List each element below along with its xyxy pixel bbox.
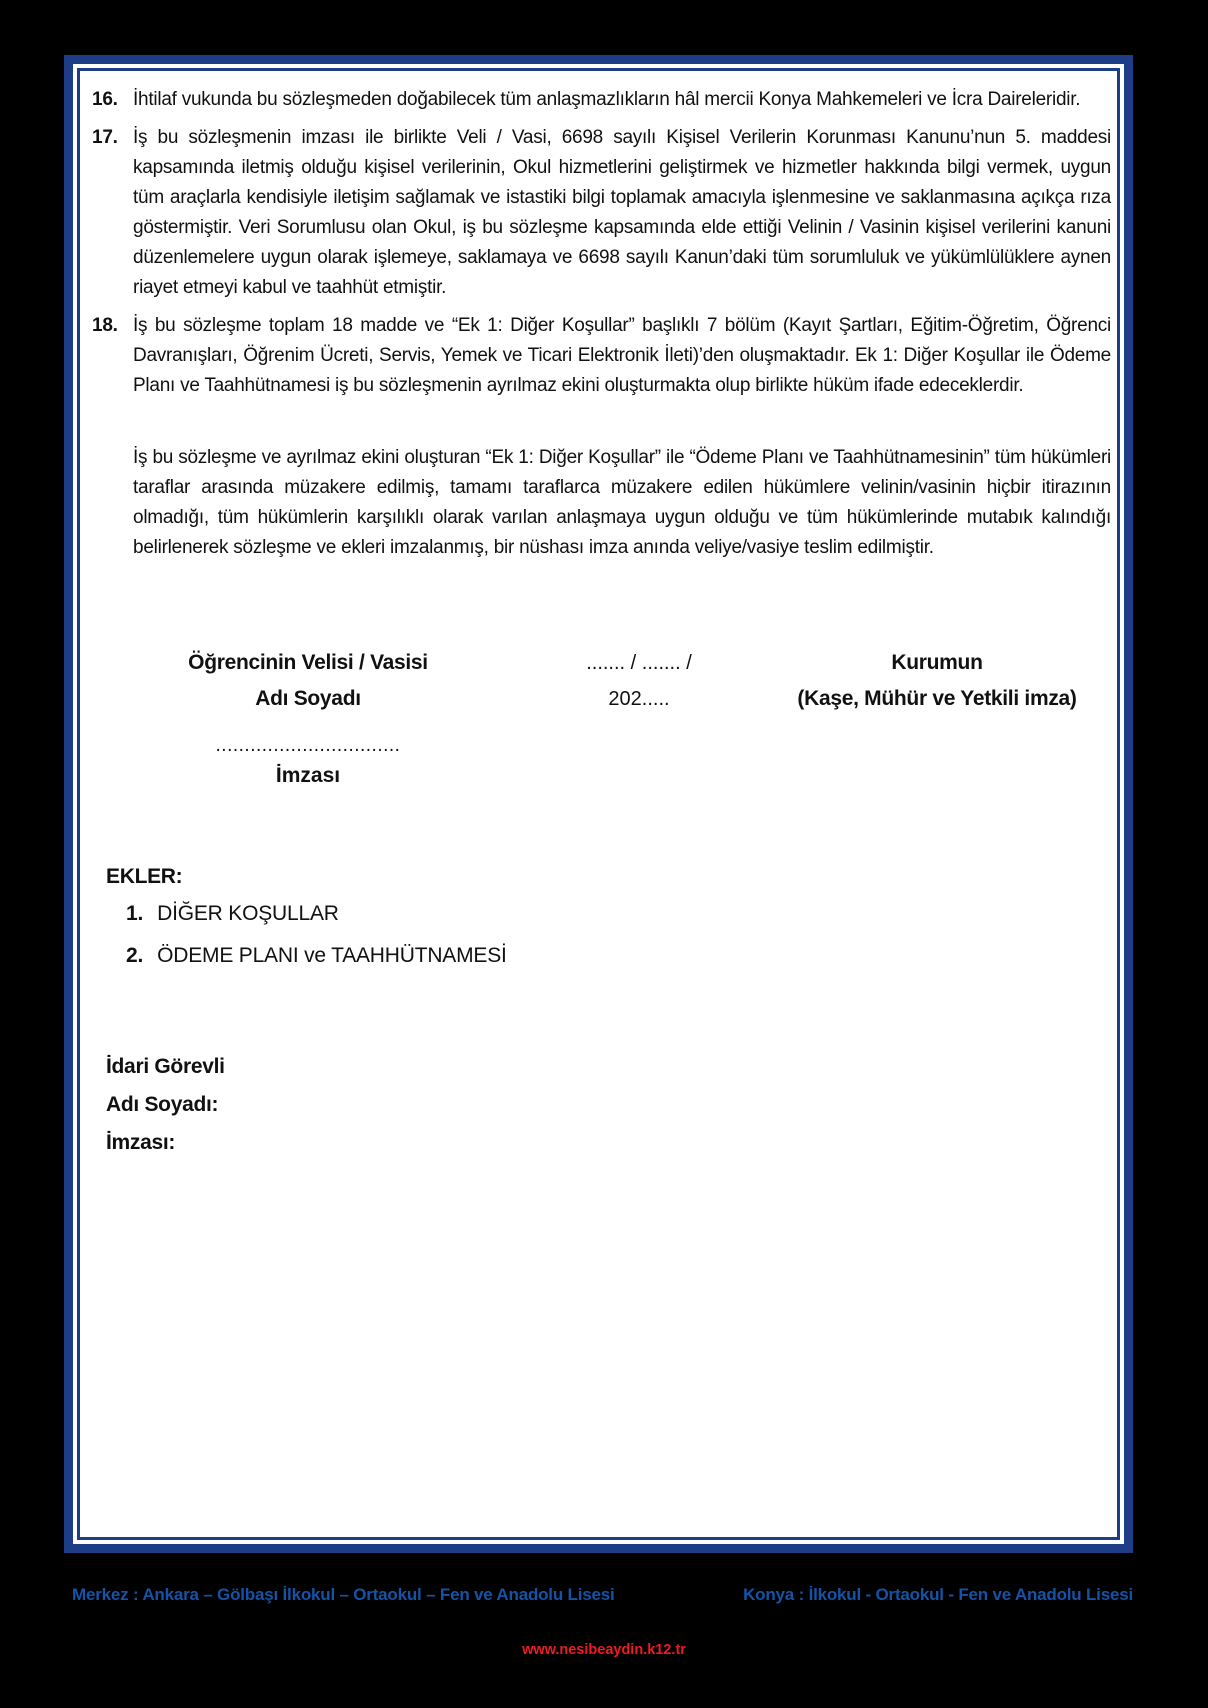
attachment-number: 2. [126,944,144,967]
clause-text: İhtilaf vukunda bu sözleşmeden doğabilecek tüm anlaşmazlıkların hâl mercii Konya Mahkemeleri ve İcra Daireleridir. [133,89,1081,110]
campus-footer [72,1585,1133,1605]
closing-paragraph [92,443,1111,563]
contract-page [64,55,1133,1553]
guardian-name-label: Adı Soyadı [255,687,361,710]
admin-officer-title: İdari Görevli [106,1055,225,1078]
attachment-number: 1. [126,902,144,925]
attachment-label: ÖDEME PLANI ve TAAHHÜTNAMESİ [157,944,507,967]
page-content [80,71,1117,1537]
clause-number-empty [92,443,133,563]
clause-number: 18. [92,315,118,336]
guardian-name-line: ................................ [215,735,401,756]
footer-ankara-campus: Merkez : Ankara – Gölbaşı İlkokul – Ortaokul – Fen ve Anadolu Lisesi [72,1585,615,1604]
page-border-frame [77,68,1120,1540]
guardian-signature-block [178,645,438,791]
institution-title: Kurumun [891,651,983,674]
contract-clause-16 [92,85,1111,115]
attachment-item-2 [106,935,1111,977]
contract-clause-17 [92,123,1111,303]
attachments-section [92,861,1111,977]
guardian-title: Öğrencinin Velisi / Vasisi [188,651,428,674]
admin-officer-section [92,1052,1111,1158]
signature-section [92,645,1111,791]
clause-number: 17. [92,127,118,148]
institution-stamp-label: (Kaşe, Mühür ve Yetkili imza) [797,687,1077,710]
clause-text: İş bu sözleşme toplam 18 madde ve “Ek 1: Diğer Koşullar” başlıklı 7 bölüm (Kayıt Şartları, Eğitim-Öğretim, Öğrenci Davranışları, Öğrenim Ücreti, Servis, Yemek ve Ticari Elektronik İleti)’den oluşmaktadır. Ek 1: Diğer Koşullar ile Ödeme Planı ve Taahhütnamesi iş bu sözleşmenin ayrılmaz ekini oluşturmakta olup birlikte hüküm ifade edeceklerdir. [133,315,1111,396]
clause-number: 16. [92,89,118,110]
clause-text: İş bu sözleşmenin imzası ile birlikte Veli / Vasi, 6698 sayılı Kişisel Verilerin Korunması Kanunu’nun 5. maddesi kapsamında iletmiş olduğu kişisel verilerinin, Okul hizmetlerini geliştirmek ve hizmetler hakkında bilgi vermek, uygun tüm araçlarla kendisiyle iletişim sağlamak ve istastiki bilgi toplamak amacıyla işlenmesine ve saklanmasına açıkça rıza göstermiştir. Veri Sorumlusu olan Okul, iş bu sözleşme kapsamında elde ettiği Velinin / Vasinin kişisel verilerini kanuni düzenlemelere uygun olarak işlemeye, saklamaya ve 6698 sayılı Kanun’daki tüm sorumluluk ve yükümlülüklere aynen riayet etmeyi kabul ve taahhüt etmiştir. [133,127,1111,298]
contract-clause-18 [92,311,1111,401]
footer-konya-campus: Konya : İlkokul - Ortaokul - Fen ve Anadolu Lisesi [743,1585,1133,1604]
attachment-item-1 [106,893,1111,935]
attachment-label: DİĞER KOŞULLAR [157,902,339,925]
attachments-title: EKLER: [106,865,183,888]
institution-signature-block [772,645,1102,717]
admin-officer-name-label: Adı Soyadı: [106,1093,219,1116]
date-field: ....... / ....... / 202..... [586,652,692,710]
closing-paragraph-text: İş bu sözleşme ve ayrılmaz ekini oluşturan “Ek 1: Diğer Koşullar” ile “Ödeme Planı ve Taahhütnamesinin” tüm hükümleri taraflar arasında müzakere edilmiş, tamamı taraflarca müzakere edilen hükümlere velinin/vasinin hiçbir itirazının olmadığı, tüm hükümlerin karşılıklı olarak varılan anlaşmaya uygun olduğu ve tüm hükümlerinde mutabık kalındığı belirlenerek sözleşme ve ekleri imzalanmış, bir nüshası imza anında veliye/vasiye teslim edilmiştir. [133,447,1111,558]
website-url: www.nesibeaydin.k12.tr [522,1642,686,1658]
admin-officer-signature-label: İmzası: [106,1131,176,1154]
guardian-signature-label: İmzası [275,764,341,787]
